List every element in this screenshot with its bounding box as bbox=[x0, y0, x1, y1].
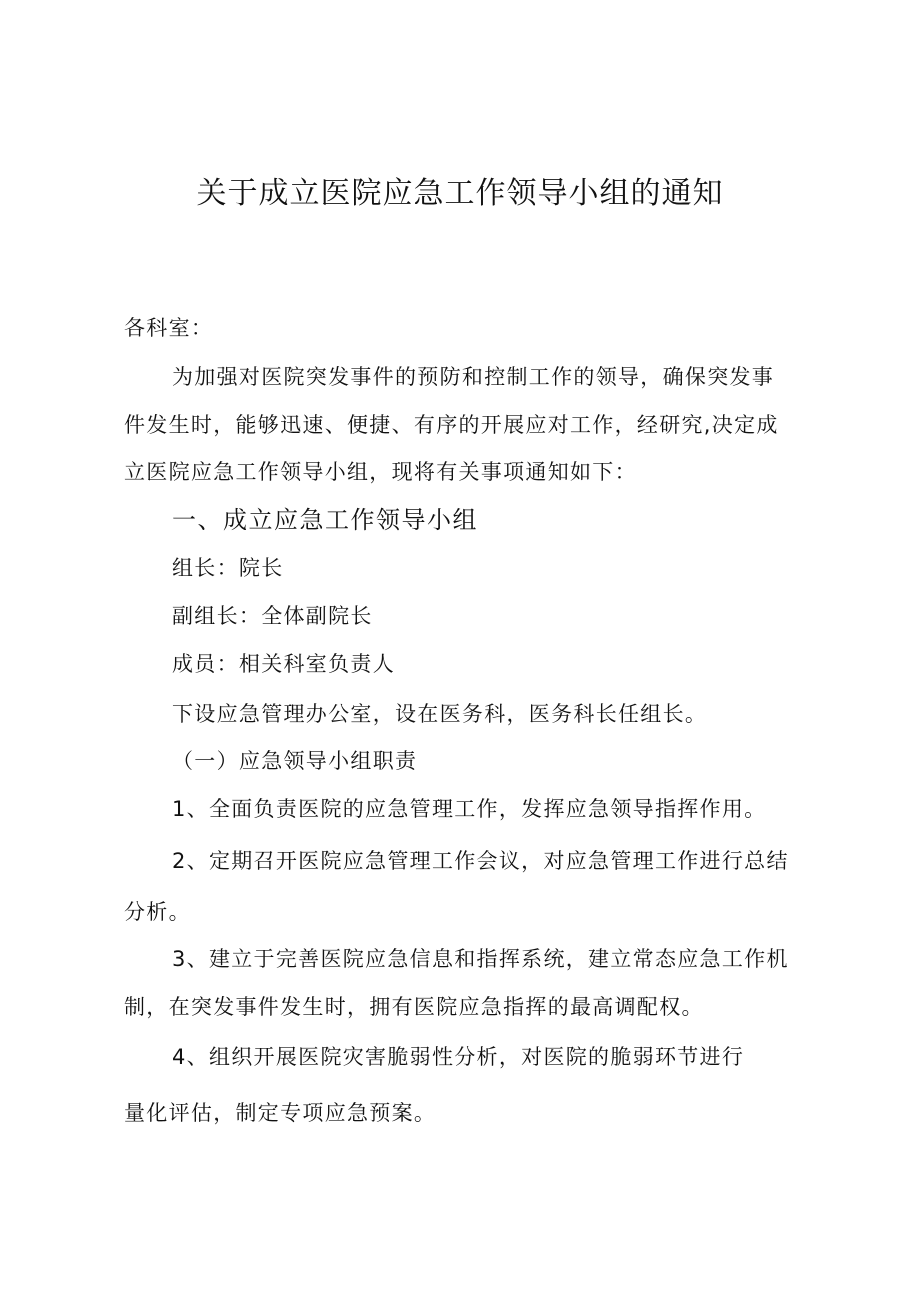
duty-3-cont: 制，在突发事件发生时，拥有医院应急指挥的最高调配权。 bbox=[124, 995, 704, 1019]
intro-line-2: 件发生时，能够迅速、便捷、有序的开展应对工作，经研究,决定成 bbox=[124, 413, 779, 437]
intro-line-3: 立医院应急工作领导小组，现将有关事项通知如下： bbox=[124, 460, 637, 484]
document-title: 关于成立医院应急工作领导小组的通知 bbox=[196, 176, 724, 211]
member-leader: 组长：院长 bbox=[172, 556, 284, 580]
duty-4-cont: 量化评估，制定专项应急预案。 bbox=[124, 1101, 437, 1125]
duty-1: 1、全面负责医院的应急管理工作，发挥应急领导指挥作用。 bbox=[172, 797, 767, 821]
salutation: 各科室： bbox=[124, 316, 214, 340]
duty-2-cont: 分析。 bbox=[124, 900, 191, 924]
section-heading: 一、成立应急工作领导小组 bbox=[172, 506, 478, 534]
duty-2: 2、定期召开医院应急管理工作会议，对应急管理工作进行总结 bbox=[172, 849, 789, 873]
office-note: 下设应急管理办公室，设在医务科，医务科长任组长。 bbox=[172, 702, 708, 726]
duty-4: 4、组织开展医院灾害脆弱性分析，对医院的脆弱环节进行 bbox=[172, 1045, 745, 1069]
duty-3: 3、建立于完善医院应急信息和指挥系统，建立常态应急工作机 bbox=[172, 947, 789, 971]
subsection-heading: （一）应急领导小组职责 bbox=[172, 749, 418, 773]
member-deputy: 副组长：全体副院长 bbox=[172, 604, 373, 628]
member-staff: 成员：相关科室负责人 bbox=[172, 652, 395, 676]
intro-line-1: 为加强对医院突发事件的预防和控制工作的领导，确保突发事 bbox=[172, 365, 775, 389]
